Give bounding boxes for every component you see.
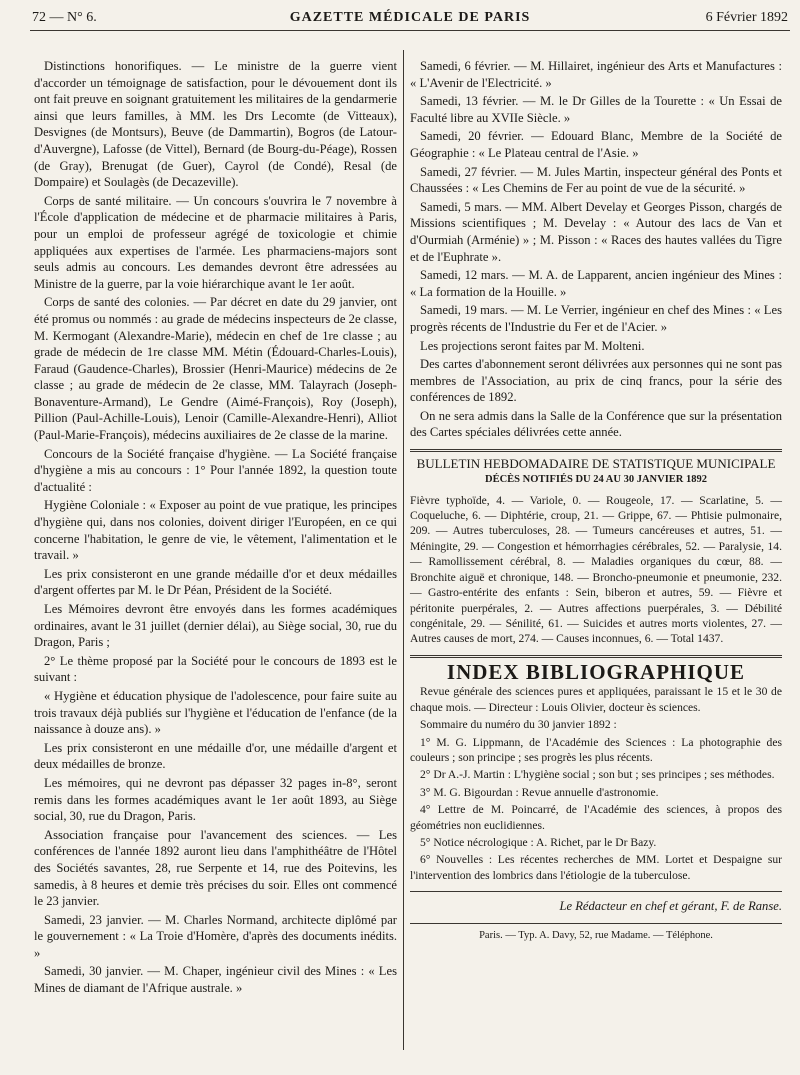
left-column (34, 58, 397, 999)
editor-signature: Le Rédacteur en chef et gérant, F. de Ranse. (559, 899, 782, 914)
conference-2: Samedi, 13 février. — M. le Dr Gilles de la Tourette : « Un Essai de Faculté libre au XVIIe Siècle. » (410, 94, 782, 125)
sante-militaire-paragraph: Corps de santé militaire. — Un concours s'ouvrira le 7 novembre à l'École d'application de médecine et de pharmacie militaires à Paris, pour un emploi de professeur agrégé de toxicologie et chimie appliquées aux expertises de l'armée. Les pharmaciens-majors sont seuls admis au concours. Les demandes devront être adressées au Ministre de la guerre, par la voie hiérarchique avant le 1er août. (34, 193, 397, 291)
index-paragraph-3: 1° M. G. Lippmann, de l'Académie des Sciences : La photographie des couleurs ; son principe ; ses progrès les plus récents. (410, 735, 782, 764)
distinctions-paragraph: Distinctions honorifiques. — Le ministre de la guerre vient d'accorder un témoignage de satisfaction, pour le dévouement dont ils ont fait preuve en soignant gratuitement les militaires de la gendarmerie ainsi que leurs familles, à MM. les Drs Lecomte (de Vitteaux), Desvignes (de Montsurs), Beuve (de Dammartin), Bogros (de Latour-d'Auvergne), Lafosse (de Vittel), Bernard (de Bourg-du-Péage), Rossen (de Gray), Brenugat (de Guer), Cayrol (de Condé), Resal (de Dompaire) et Soulagès (de Decazeville). (34, 59, 397, 190)
bulletin-body: Fièvre typhoïde, 4. — Variole, 0. — Rougeole, 17. — Scarlatine, 5. — Coqueluche, 6. — Diphtérie, croup, 21. — Grippe, 67. — Phtisie pulmonaire, 209. — Autres tuberculoses, 28. — Tumeurs cancéreuses et autres, 51. — Méningite, 29. — Congestion et hémorrhagies cérébrales, 52. — Paralysie, 14. — Ramollissement cérébral, 8. — Maladies organiques du cœur, 88. — Bronchite aiguë et chronique, 148. — Broncho-pneumonie et pneumonie, 232. — Gastro-entérite des enfants : Sein, biberon et autres, 59. — Fièvre et péritonite puerpérales, 2. — Autres affections puerpérales, 3. — Débilité congénitale, 29. — Sénilité, 61. — Suicides et autres morts violentes, 27. — Autres causes de mort, 274. — Causes inconnues, 6. — Total 1437. (410, 493, 782, 646)
hygiene-paragraph-6: « Hygiène et éducation physique de l'adolescence, pour faire suite au trois travaux déjà publiés sur l'hygiène et l'éducation de l'enfance (de la naissance à douze ans). » (34, 688, 397, 737)
conference-6: Samedi, 12 mars. — M. A. de Lapparent, ancien ingénieur des Mines : « La formation de la Houille. » (410, 268, 782, 299)
sante-colonies-paragraph: Corps de santé des colonies. — Par décret en date du 29 janvier, ont été promus ou nommés : au grade de médecins inspecteurs de 2e classe, M. Kermogant (Alexandre-Marie), médecin en chef de 1re classe ; au grade de médecin de 1re classe MM. Métin (Édouard-Charles-Louis), Faraud (Gaudence-Charles), Brossier (Henri-Maurice) médecins de 2e classe ; au grade de médecin de 2e classe, MM. Talayrach (Joseph-Bonaventure-Armand), Le Gendre (Aimé-François), Roy (Joseph), Pillion (Paul-Achille-Louis), Lenoir (Camille-Alexandre-Henri), Alliot (Paul-Marie-François), médecins auxiliaires de 2e classe de la marine. (34, 295, 397, 443)
index-paragraph-6: 4° Lettre de M. Poincarré, de l'Académie des sciences, à propos des géométries non euclidiennes. (410, 803, 782, 832)
conference-10: On ne sera admis dans la Salle de la Conférence que sur la présentation des Cartes spéciales délivrées cette année. (410, 408, 782, 440)
index-title: INDEX BIBLIOGRAPHIQUE (446, 659, 746, 684)
index-paragraph-1: Revue générale des sciences pures et appliquées, paraissant le 15 et le 30 de chaque mois. — Directeur : Louis Olivier, docteur ès sciences. (410, 685, 782, 714)
hygiene-paragraph-4: Les Mémoires devront être envoyés dans les formes académiques ordinaires, avant le 31 juillet (dernier délai), au Siège social, 30, rue du Dragon, Paris ; (34, 602, 397, 650)
conference-5: Samedi, 5 mars. — MM. Albert Develay et Georges Pisson, chargés de Missions scientifiques ; M. Develay : « Autour des lacs de Van et d'Ourmiah (Arménie) » ; M. Pisson : « Races des hautes vallées du Tigre et de l'Euphrate ». (410, 199, 782, 264)
index-paragraph-4: 2° Dr A.-J. Martin : L'hygiène social ; son but ; ses principes ; ses méthodes. (420, 768, 775, 782)
column-divider (403, 50, 404, 1050)
afas-paragraph-2: Samedi, 23 janvier. — M. Charles Normand, architecte diplômé par le gouvernement : « La Troie d'Homère, d'après des documents inédits. » (34, 912, 397, 960)
printer-line: Paris. — Typ. A. Davy, 52, rue Madame. — Téléphone. (479, 929, 713, 941)
hygiene-paragraph-2: Hygiène Coloniale : « Exposer au point de vue pratique, les principes d'hygiène qui, dans nos colonies, doivent diriger l'Européen, en ce qui concerne l'habitation, le genre de vie, le vêtement, l'alimentation et le travail. » (34, 498, 397, 563)
index-paragraph-7: 5° Notice nécrologique : A. Richet, par le Dr Bazy. (420, 835, 657, 849)
hygiene-paragraph-8: Les mémoires, qui ne devront pas dépasser 32 pages in-8°, seront remis dans les formes académiques avant le 1er août 1893, au Siège social, 30, rue du Dragon, Paris. (34, 775, 397, 824)
printer-rule (410, 923, 782, 924)
section-divider (410, 449, 782, 452)
conference-4: Samedi, 27 février. — M. Jules Martin, inspecteur général des Ponts et Chaussées : « Les Chemins de Fer au point de vue de la sécurité. » (410, 164, 782, 196)
afas-paragraph-3: Samedi, 30 janvier. — M. Chaper, ingénieur civil des Mines : « Les Mines de diamant de l'Afrique australe. » (34, 964, 397, 996)
hygiene-paragraph-5: 2° Le thème proposé par la Société pour le concours de 1893 est le suivant : (34, 653, 397, 685)
right-column (410, 58, 782, 944)
journal-title: GAZETTE MÉDICALE DE PARIS (289, 10, 531, 25)
issue-date: 6 Février 1892 (705, 10, 788, 25)
hygiene-paragraph-3: Les prix consisteront en une grande médaille d'or et deux médailles d'argent offertes par M. le Dr Péan, Président de la Société. (34, 566, 397, 598)
section-divider-2 (410, 655, 782, 658)
index-paragraph-8: 6° Nouvelles : Les récentes recherches de MM. Lortet et Despaigne sur l'intervention des lombrics dans l'étiologie de la tuberculose. (410, 853, 782, 882)
conference-3: Samedi, 20 février. — Edouard Blanc, Membre de la Société de Géographie : « Le Plateau central de l'Asie. » (410, 129, 782, 160)
conference-8: Les projections seront faites par M. Molteni. (420, 338, 645, 353)
conference-1: Samedi, 6 février. — M. Hillairet, ingénieur des Arts et Manufactures : « L'Avenir de l'Electricité. » (410, 59, 782, 90)
index-paragraph-2: Sommaire du numéro du 30 janvier 1892 : (420, 718, 617, 732)
conference-9: Des cartes d'abonnement seront délivrées aux personnes qui ne sont pas membres de l'Association, au prix de cinq francs, pour la série des conférences de 1892. (410, 357, 782, 405)
hygiene-paragraph-1: Concours de la Société française d'hygiène. — La Société française d'hygiène a mis au concours : 1° Pour l'année 1892, la question toute d'actualité : (34, 446, 397, 494)
bulletin-title: BULLETIN HEBDOMADAIRE DE STATISTIQUE MUNICIPALE (416, 456, 776, 472)
hygiene-paragraph-7: Les prix consisteront en une médaille d'or, une médaille d'argent et deux médailles de bronze. (34, 740, 397, 772)
index-paragraph-5: 3° M. G. Bigourdan : Revue annuelle d'astronomie. (420, 785, 659, 799)
page-number: 72 — N° 6. (32, 10, 97, 25)
afas-paragraph-1: Association française pour l'avancement des sciences. — Les conférences de l'année 1892 auront lieu dans l'amphithéâtre de l'Hôtel des Sociétés savantes, 28, rue Serpente et 14, rue des Poitevins, les samedis, à 8 heures et demie très précises du soir. Elles ont commencé le 23 janvier. (34, 827, 397, 909)
bulletin-subtitle: DÉCÈS NOTIFIÉS DU 24 AU 30 JANVIER 1892 (485, 474, 707, 486)
page-header (30, 8, 790, 31)
signature-rule (410, 891, 782, 892)
conference-7: Samedi, 19 mars. — M. Le Verrier, ingénieur en chef des Mines : « Les progrès récents de l'Industrie du Fer et de l'Acier. » (410, 303, 782, 334)
